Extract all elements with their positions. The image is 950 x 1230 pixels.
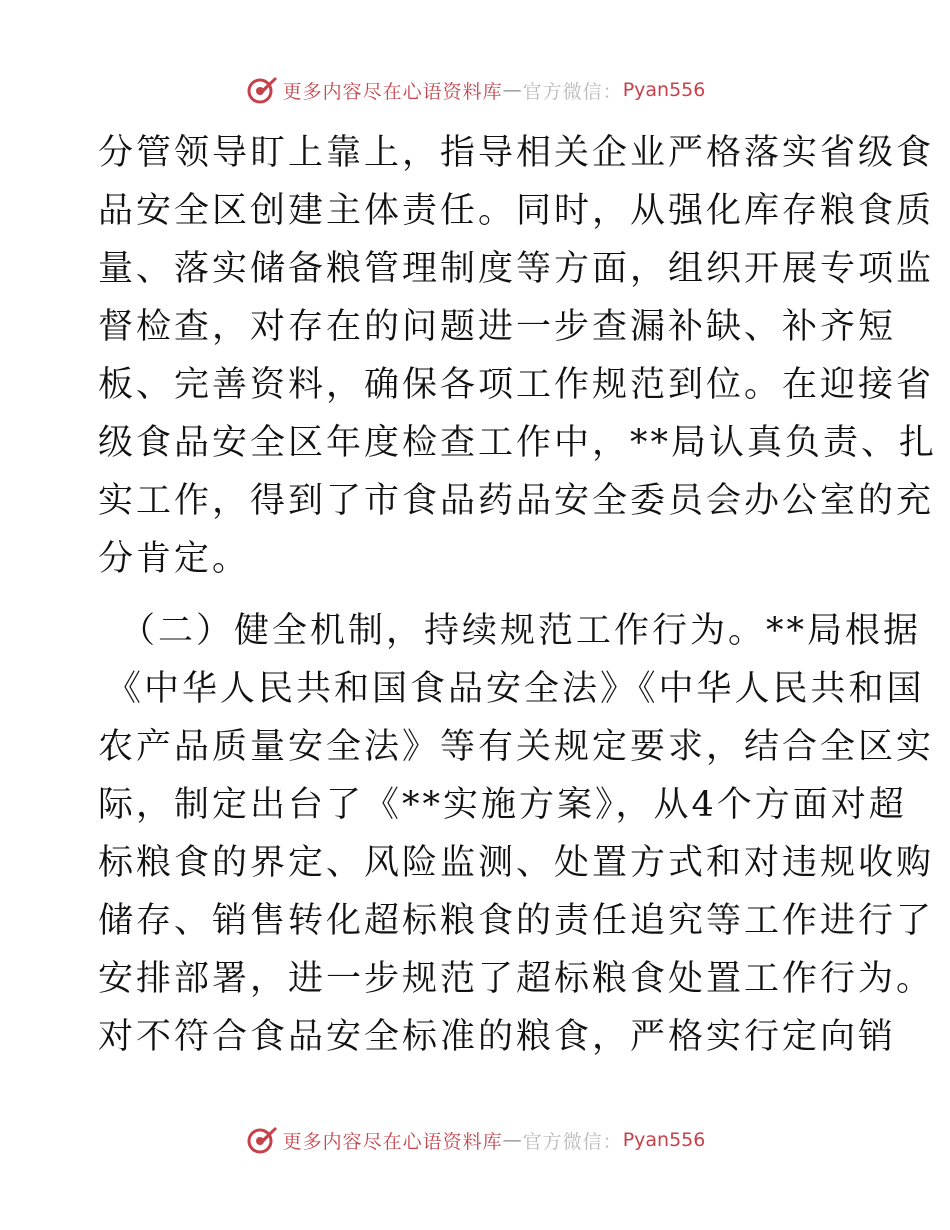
- body-line: 储存、销售转化超标粮食的责任追究等工作进行了: [98, 901, 935, 941]
- body-line: 际，制定出台了《**实施方案》，从4个方面对超: [98, 785, 907, 825]
- watermark-wechat-label: 官方微信：: [522, 1130, 623, 1153]
- body-line: 安排部署，进一步规范了超标粮食处置工作行为。: [98, 959, 935, 999]
- footer-watermark: [0, 1120, 950, 1160]
- watermark-dash: —: [502, 1129, 523, 1151]
- watermark-wechat-id: Pyan556: [622, 79, 706, 101]
- section-heading-line: （二）健全机制，持续规范工作行为。**局根据: [120, 611, 922, 651]
- body-line: 《中华人民共和国食品安全法》《中华人民共和国: [106, 669, 925, 709]
- body-line: 分肯定。: [98, 539, 251, 579]
- body-line: 量、落实储备粮管理制度等方面，组织开展专项监: [98, 249, 935, 289]
- watermark-site-text: 更多内容尽在心语资料库: [282, 1130, 503, 1153]
- pen-logo-icon: [245, 1123, 279, 1157]
- body-line: 农产品质量安全法》等有关规定要求，结合全区实: [98, 727, 935, 767]
- body-line: 实工作，得到了市食品药品安全委员会办公室的充: [98, 481, 935, 521]
- pen-logo-icon: [245, 73, 279, 107]
- body-line: 标粮食的界定、风险监测、处置方式和对违规收购: [98, 843, 935, 883]
- body-line: 对不符合食品安全标准的粮食，严格实行定向销: [98, 1017, 897, 1057]
- body-line: 分管领导盯上靠上，指导相关企业严格落实省级食: [98, 133, 935, 173]
- body-line: 品安全区创建主体责任。同时，从强化库存粮食质: [98, 191, 935, 231]
- watermark-site-text: 更多内容尽在心语资料库: [282, 80, 503, 103]
- watermark-wechat-id: Pyan556: [622, 1129, 706, 1151]
- body-line: 级食品安全区年度检查工作中，**局认真负责、扎: [98, 423, 938, 463]
- watermark-dash: —: [502, 79, 523, 101]
- watermark-wechat-label: 官方微信：: [522, 80, 623, 103]
- header-watermark: [0, 70, 950, 110]
- body-line: 板、完善资料，确保各项工作规范到位。在迎接省: [98, 365, 935, 405]
- body-line: 督检查，对存在的问题进一步查漏补缺、补齐短: [98, 307, 897, 347]
